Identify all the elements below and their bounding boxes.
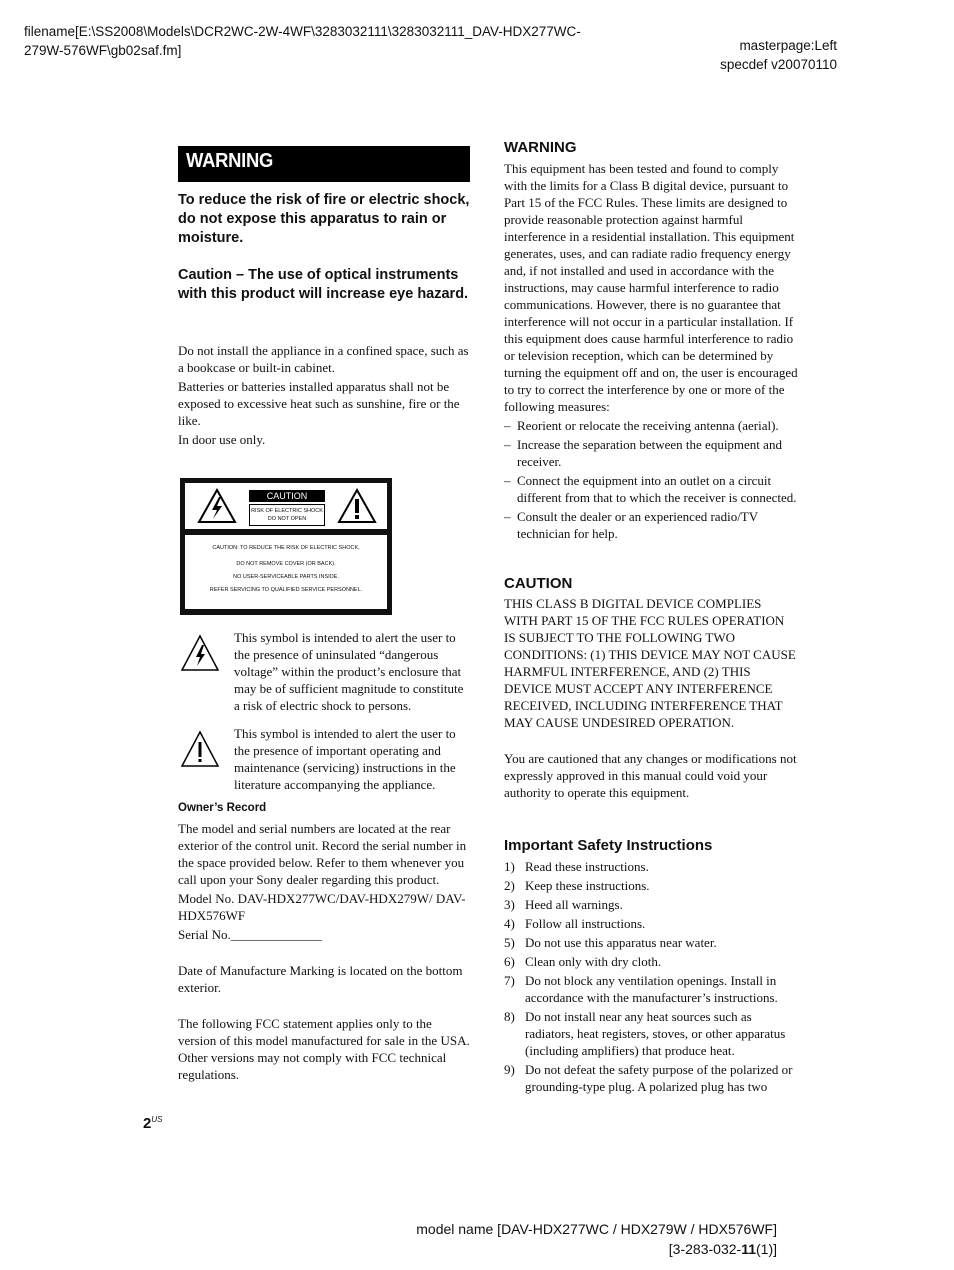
fcc-warning-body <box>504 160 798 542</box>
footer-model-name: model name [DAV-HDX277WC / HDX279W / HDX576WF] <box>416 1221 777 1237</box>
footer-info <box>416 1219 777 1259</box>
warning-banner <box>178 146 470 182</box>
specdef-label: specdef v20070110 <box>720 57 837 72</box>
caution-heading: CAUTION <box>504 575 573 592</box>
exclamation-symbol-text: This symbol is intended to alert the user to the presence of important operating and maintenance (servicing) instructions in the literature accompanying the appliance. <box>234 726 456 792</box>
safety-item: 4) Follow all instructions. <box>504 916 646 931</box>
label-line-2: DO NOT REMOVE COVER (OR BACK). <box>236 561 336 567</box>
label-line-4: REFER SERVICING TO QUALIFIED SERVICE PERSONNEL. <box>209 587 363 593</box>
owners-record-heading: Owner’s Record <box>178 802 267 814</box>
modification-warning: You are cautioned that any changes or modifications not expressly approved in this manual could void your authority to operate this equipment. <box>504 751 797 800</box>
footer-code: [3-283-032-11(1)] <box>668 1241 777 1257</box>
measure-item: – Reorient or relocate the receiving antenna (aerial). <box>504 418 779 433</box>
fcc-warning-heading: WARNING <box>504 139 577 156</box>
page-number <box>143 1115 162 1132</box>
risk-of-shock-text: RISK OF ELECTRIC SHOCK <box>251 508 323 514</box>
caution-label-top <box>185 483 387 529</box>
warning-banner-text: WARNING <box>186 150 273 172</box>
interference-measures-list <box>504 417 798 542</box>
masterpage-info <box>720 36 837 74</box>
install-notes <box>178 342 470 448</box>
manufacture-date-note: Date of Manufacture Marking is located on the bottom exterior. <box>178 963 463 995</box>
filename-line-1: filename[E:\SS2008\Models\DCR2WC-2W-4WF\3283032111\3283032111_DAV-HDX277WC- <box>24 24 581 39</box>
confined-space-note: Do not install the appliance in a confined space, such as a bookcase or built-in cabinet. <box>178 343 469 375</box>
safety-item: 9) Do not defeat the safety purpose of the polarized or grounding-type plug. A polarized plug has two <box>504 1062 793 1094</box>
exclamation-warning-icon <box>337 488 377 524</box>
page-region: US <box>151 1115 163 1124</box>
caution-label <box>180 478 392 615</box>
safety-item: 6) Clean only with dry cloth. <box>504 954 662 969</box>
measure-item: – Consult the dealer or an experienced radio/TV technician for help. <box>504 509 758 541</box>
owners-record-text: The model and serial numbers are located at the rear exterior of the control unit. Record the serial number in the space provided below. Refer to them whenever you call upon your Sony dealer regarding this product. <box>178 821 467 887</box>
safety-item: 5) Do not use this apparatus near water. <box>504 935 717 950</box>
safety-item: 3) Heed all warnings. <box>504 897 623 912</box>
caution-label-bottom <box>185 535 387 609</box>
safety-item: 7) Do not block any ventilation openings. Install in accordance with the manufacturer’s instructions. <box>504 973 778 1005</box>
label-line-3: NO USER-SERVICEABLE PARTS INSIDE. <box>233 574 339 580</box>
measure-item: – Connect the equipment into an outlet on a circuit different from that to which the receiver is connected. <box>504 473 797 505</box>
lightning-warning-icon <box>197 488 237 524</box>
filename-header <box>24 22 581 60</box>
do-not-open-text: DO NOT OPEN <box>267 516 307 522</box>
fcc-applicability-note: The following FCC statement applies only to the version of this model manufactured for sale in the USA. Other versions may not comply with FCC technical regulations. <box>178 1016 470 1082</box>
page-number-digit: 2 <box>143 1115 152 1132</box>
safety-instructions-heading: Important Safety Instructions <box>504 837 713 854</box>
exclamation-symbol-icon <box>180 730 220 770</box>
safety-item: 8) Do not install near any heat sources such as radiators, heat registers, stoves, or other apparatus (including amplifiers) that produce heat. <box>504 1009 786 1058</box>
label-line-1: CAUTION: TO REDUCE THE RISK OF ELECTRIC SHOCK, <box>212 545 360 551</box>
filename-line-2: 279W-576WF\gb02saf.fm] <box>24 43 182 58</box>
measure-item: – Increase the separation between the equipment and receiver. <box>504 437 782 469</box>
indoor-use-note: In door use only. <box>178 432 266 447</box>
caution-label-title: CAUTION <box>249 490 325 502</box>
safety-instructions-list <box>504 858 798 1097</box>
optical-caution: Caution – The use of optical instruments with this product will increase eye hazard. <box>178 267 469 302</box>
serial-number: Serial No.______________ <box>178 927 322 942</box>
battery-heat-note: Batteries or batteries installed apparatus shall not be exposed to excessive heat such as sunshine, fire or the like. <box>178 379 460 428</box>
caution-body <box>504 595 798 801</box>
model-number: Model No. DAV-HDX277WC/DAV-HDX279W/ DAV-HDX576WF <box>178 891 466 923</box>
safety-item: 1) Read these instructions. <box>504 859 649 874</box>
fcc-conditions-text: THIS CLASS B DIGITAL DEVICE COMPLIES WITH PART 15 OF THE FCC RULES OPERATION IS SUBJECT TO THE FOLLOWING TWO CONDITIONS: (1) THIS DEVICE MAY NOT CAUSE HARMFUL INTERFERENCE, AND (2) THIS DEVICE MUST ACCEPT ANY INTERFERENCE RECEIVED, INCLUDING INTERFERENCE THAT MAY CAUSE UNDESIRED OPERATION. <box>504 596 796 730</box>
masterpage-label: masterpage:Left <box>739 38 837 53</box>
safety-item: 2) Keep these instructions. <box>504 878 650 893</box>
fire-shock-warning: To reduce the risk of fire or electric shock, do not expose this apparatus to rain or moisture. <box>178 192 470 246</box>
lightning-symbol-icon <box>180 634 220 674</box>
caution-label-subtext <box>249 504 325 526</box>
lightning-symbol-text: This symbol is intended to alert the user to the presence of uninsulated “dangerous voltage” within the product’s enclosure that may be of sufficient magnitude to constitute a risk of electric shock to persons. <box>234 630 464 713</box>
owners-record-body <box>178 820 470 1083</box>
fcc-warning-text: This equipment has been tested and found to comply with the limits for a Class B digital device, pursuant to Part 15 of the FCC Rules. These limits are designed to provide reasonable protection against harmful interference in a residential installation. This equipment generates, uses, and can radiate radio frequency energy and, if not installed and used in accordance with the instructions, may cause harmful interference to radio communications. However, there is no guarantee that interference will not occur in a particular installation. If this equipment does cause harmful interference to radio or television reception, which can be determined by turning the equipment off and on, the user is encouraged to try to correct the interference by one or more of the following measures: <box>504 161 798 414</box>
